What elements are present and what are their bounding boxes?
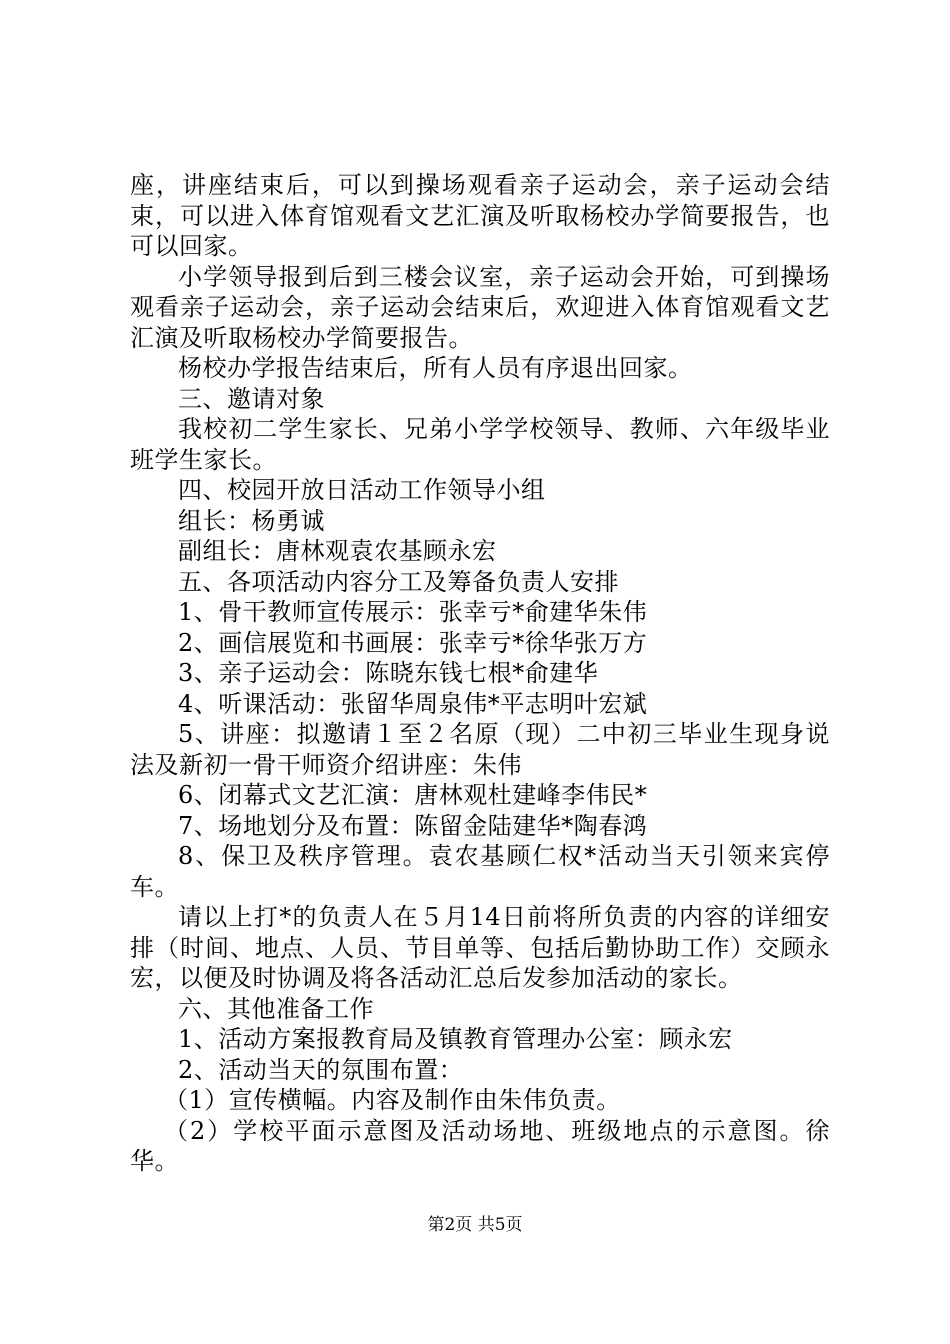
list-item-3: 3、亲子运动会：陈晓东钱七根*俞建华 — [178, 659, 599, 687]
prep-subitem-2: （2）学校平面示意图及活动场地、班级地点的示意图。徐华。 — [130, 1116, 830, 1175]
section-heading-4: 四、校园开放日活动工作领导小组 — [178, 476, 546, 504]
deputy-group-leader: 副组长：唐林观袁农基顾永宏 — [178, 537, 497, 565]
group-leader: 组长：杨勇诚 — [178, 506, 325, 535]
paragraph-notice: 请以上打*的负责人在５月14日前将所负责的内容的详细安排（时间、地点、人员、节目单等、包括后勤协助工作）交顾永宏，以便及时协调及将各活动汇总后发参加活动的家长。 — [130, 903, 830, 992]
list-item-8: 8、保卫及秩序管理。袁农基顾仁权*活动当天引领来宾停车。 — [130, 842, 830, 901]
list-item-5: 5、讲座：拟邀请１至２名原（现）二中初三毕业生现身说法及新初一骨干师资介绍讲座：朱伟 — [130, 720, 830, 779]
page-number-footer: 第2页 共5页 — [427, 1215, 523, 1235]
paragraph-2: 小学领导报到后到三楼会议室，亲子运动会开始，可到操场观看亲子运动会，亲子运动会结束后，欢迎进入体育馆观看文艺汇演及听取杨校办学简要报告。 — [130, 262, 830, 352]
document-body — [130, 170, 830, 1177]
section-heading-5: 五、各项活动内容分工及筹备负责人安排 — [178, 567, 619, 596]
section-heading-3: 三、邀请对象 — [178, 384, 325, 413]
prep-item-1: 1、活动方案报教育局及镇教育管理办公室：顾永宏 — [178, 1025, 733, 1053]
section-heading-6: 六、其他准备工作 — [178, 994, 374, 1023]
prep-item-2: 2、活动当天的氛围布置： — [178, 1055, 464, 1084]
paragraph-invitees: 我校初二学生家长、兄弟小学学校领导、教师、六年级毕业班学生家长。 — [130, 415, 830, 474]
list-item-6: 6、闭幕式文艺汇演：唐林观杜建峰李伟民* — [178, 781, 648, 809]
list-item-2: 2、画信展览和书画展：张幸亏*徐华张万方 — [178, 628, 648, 657]
list-item-1: 1、骨干教师宣传展示：张幸亏*俞建华朱伟 — [178, 598, 648, 626]
paragraph-3: 杨校办学报告结束后，所有人员有序退出回家。 — [178, 354, 693, 382]
list-item-7: 7、场地划分及布置：陈留金陆建华*陶春鸿 — [178, 811, 648, 840]
prep-subitem-1: （1）宣传横幅。内容及制作由朱伟负责。 — [164, 1086, 621, 1114]
list-item-4: 4、听课活动：张留华周泉伟*平志明叶宏斌 — [178, 689, 648, 718]
paragraph-1: 座，讲座结束后，可以到操场观看亲子运动会，亲子运动会结束，可以进入体育馆观看文艺汇演及听取杨校办学简要报告，也可以回家。 — [130, 171, 830, 260]
